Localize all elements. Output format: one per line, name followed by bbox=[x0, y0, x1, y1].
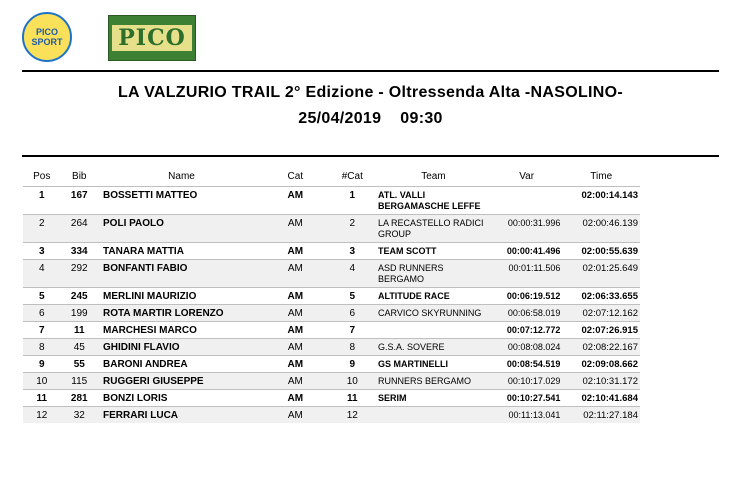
cell-name: ROTA MARTIR LORENZO bbox=[98, 305, 262, 322]
table-row bbox=[23, 390, 640, 407]
race-date-time: 25/04/2019 09:30 bbox=[298, 110, 443, 127]
cell-team bbox=[376, 322, 491, 339]
cell-cat: AM bbox=[262, 356, 329, 373]
cell-team: CARVICO SKYRUNNING bbox=[376, 305, 491, 322]
cell-time: 02:10:31.172 bbox=[562, 373, 640, 390]
cell-bib: 11 bbox=[61, 322, 99, 339]
cell-var: 00:06:58.019 bbox=[491, 305, 563, 322]
cell-cat: AM bbox=[262, 373, 329, 390]
cell-time: 02:00:14.143 bbox=[562, 187, 640, 215]
logo-text-bottom: SPORT bbox=[31, 37, 63, 47]
cell-team: ATL. VALLI BERGAMASCHE LEFFE bbox=[376, 187, 491, 215]
cell-pos: 10 bbox=[23, 373, 61, 390]
col-header-time: Time bbox=[590, 170, 613, 182]
cell-ncat: 4 bbox=[329, 260, 376, 288]
cell-time: 02:07:12.162 bbox=[562, 305, 640, 322]
table-row bbox=[23, 288, 640, 305]
top-divider bbox=[22, 70, 719, 72]
col-header-var: Var bbox=[519, 170, 535, 182]
cell-var: 00:08:08.024 bbox=[491, 339, 563, 356]
cell-ncat: 8 bbox=[329, 339, 376, 356]
col-header-cat: Cat bbox=[287, 170, 304, 182]
cell-name: TANARA MATTIA bbox=[98, 243, 262, 260]
cell-team: ASD RUNNERS BERGAMO bbox=[376, 260, 491, 288]
cell-var: 00:10:17.029 bbox=[491, 373, 563, 390]
cell-bib: 334 bbox=[61, 243, 99, 260]
table-row bbox=[23, 215, 640, 243]
cell-time: 02:00:55.639 bbox=[562, 243, 640, 260]
pico-logo-text: PICO bbox=[112, 25, 192, 51]
cell-pos: 6 bbox=[23, 305, 61, 322]
header-divider bbox=[22, 155, 719, 157]
cell-pos: 2 bbox=[23, 215, 61, 243]
cell-cat: AM bbox=[262, 339, 329, 356]
cell-team: TEAM SCOTT bbox=[376, 243, 491, 260]
table-row bbox=[23, 187, 640, 215]
cell-ncat: 2 bbox=[329, 215, 376, 243]
cell-cat: AM bbox=[262, 288, 329, 305]
cell-pos: 3 bbox=[23, 243, 61, 260]
cell-ncat: 6 bbox=[329, 305, 376, 322]
cell-bib: 167 bbox=[61, 187, 99, 215]
col-header-team: Team bbox=[421, 170, 446, 182]
cell-time: 02:00:46.139 bbox=[562, 215, 640, 243]
cell-time: 02:07:26.915 bbox=[562, 322, 640, 339]
table-row bbox=[23, 260, 640, 288]
cell-bib: 199 bbox=[61, 305, 99, 322]
cell-cat: AM bbox=[262, 322, 329, 339]
table-row bbox=[23, 339, 640, 356]
cell-time: 02:08:22.167 bbox=[562, 339, 640, 356]
cell-bib: 32 bbox=[61, 407, 99, 424]
cell-bib: 281 bbox=[61, 390, 99, 407]
cell-cat: AM bbox=[262, 407, 329, 424]
cell-ncat: 5 bbox=[329, 288, 376, 305]
cell-pos: 9 bbox=[23, 356, 61, 373]
cell-name: FERRARI LUCA bbox=[98, 407, 262, 424]
cell-var: 00:00:41.496 bbox=[491, 243, 563, 260]
table-row bbox=[23, 407, 640, 424]
cell-team: G.S.A. SOVERE bbox=[376, 339, 491, 356]
cell-cat: AM bbox=[262, 243, 329, 260]
cell-time: 02:09:08.662 bbox=[562, 356, 640, 373]
cell-name: BONZI LORIS bbox=[98, 390, 262, 407]
cell-pos: 5 bbox=[23, 288, 61, 305]
cell-ncat: 7 bbox=[329, 322, 376, 339]
table-row bbox=[23, 322, 640, 339]
cell-pos: 4 bbox=[23, 260, 61, 288]
cell-ncat: 1 bbox=[329, 187, 376, 215]
pico-logo bbox=[108, 15, 196, 61]
cell-name: BOSSETTI MATTEO bbox=[98, 187, 262, 215]
cell-name: BARONI ANDREA bbox=[98, 356, 262, 373]
cell-cat: AM bbox=[262, 260, 329, 288]
cell-var bbox=[491, 187, 563, 215]
cell-var: 00:08:54.519 bbox=[491, 356, 563, 373]
table-row bbox=[23, 305, 640, 322]
logo-text-top: PICO bbox=[35, 27, 58, 37]
cell-var: 00:11:13.041 bbox=[491, 407, 563, 424]
header-row bbox=[23, 166, 640, 187]
col-header-name: Name bbox=[168, 170, 195, 182]
cell-name: MARCHESI MARCO bbox=[98, 322, 262, 339]
cell-cat: AM bbox=[262, 187, 329, 215]
cell-name: MERLINI MAURIZIO bbox=[98, 288, 262, 305]
cell-var: 00:06:19.512 bbox=[491, 288, 563, 305]
cell-time: 02:11:27.184 bbox=[562, 407, 640, 424]
cell-var: 00:10:27.541 bbox=[491, 390, 563, 407]
cell-pos: 12 bbox=[23, 407, 61, 424]
cell-pos: 8 bbox=[23, 339, 61, 356]
pico-sport-logo bbox=[22, 12, 72, 62]
col-header-ncat: #Cat bbox=[341, 170, 363, 182]
cell-pos: 11 bbox=[23, 390, 61, 407]
cell-var: 00:01:11.506 bbox=[491, 260, 563, 288]
cell-time: 02:06:33.655 bbox=[562, 288, 640, 305]
table-row bbox=[23, 243, 640, 260]
race-title: LA VALZURIO TRAIL 2° Edizione - Oltressenda Alta -NASOLINO- bbox=[117, 84, 624, 101]
cell-name: RUGGERI GIUSEPPE bbox=[98, 373, 262, 390]
cell-var: 00:07:12.772 bbox=[491, 322, 563, 339]
cell-team: SERIM bbox=[376, 390, 491, 407]
cell-pos: 7 bbox=[23, 322, 61, 339]
cell-cat: AM bbox=[262, 215, 329, 243]
cell-cat: AM bbox=[262, 305, 329, 322]
cell-var: 00:00:31.996 bbox=[491, 215, 563, 243]
table-row bbox=[23, 356, 640, 373]
cell-name: POLI PAOLO bbox=[98, 215, 262, 243]
table-row bbox=[23, 373, 640, 390]
cell-team: LA RECASTELLO RADICI GROUP bbox=[376, 215, 491, 243]
cell-team: GS MARTINELLI bbox=[376, 356, 491, 373]
cell-time: 02:10:41.684 bbox=[562, 390, 640, 407]
cell-ncat: 11 bbox=[329, 390, 376, 407]
cell-bib: 55 bbox=[61, 356, 99, 373]
cell-name: GHIDINI FLAVIO bbox=[98, 339, 262, 356]
cell-bib: 245 bbox=[61, 288, 99, 305]
cell-time: 02:01:25.649 bbox=[562, 260, 640, 288]
cell-bib: 264 bbox=[61, 215, 99, 243]
cell-team: RUNNERS BERGAMO bbox=[376, 373, 491, 390]
cell-bib: 45 bbox=[61, 339, 99, 356]
cell-name: BONFANTI FABIO bbox=[98, 260, 262, 288]
cell-bib: 115 bbox=[61, 373, 99, 390]
col-header-bib: Bib bbox=[72, 170, 87, 182]
cell-cat: AM bbox=[262, 390, 329, 407]
cell-team: ALTITUDE RACE bbox=[376, 288, 491, 305]
results-table bbox=[23, 166, 640, 423]
cell-ncat: 10 bbox=[329, 373, 376, 390]
cell-ncat: 9 bbox=[329, 356, 376, 373]
col-header-pos: Pos bbox=[33, 170, 51, 182]
cell-team bbox=[376, 407, 491, 424]
cell-ncat: 12 bbox=[329, 407, 376, 424]
cell-ncat: 3 bbox=[329, 243, 376, 260]
cell-pos: 1 bbox=[23, 187, 61, 215]
cell-bib: 292 bbox=[61, 260, 99, 288]
